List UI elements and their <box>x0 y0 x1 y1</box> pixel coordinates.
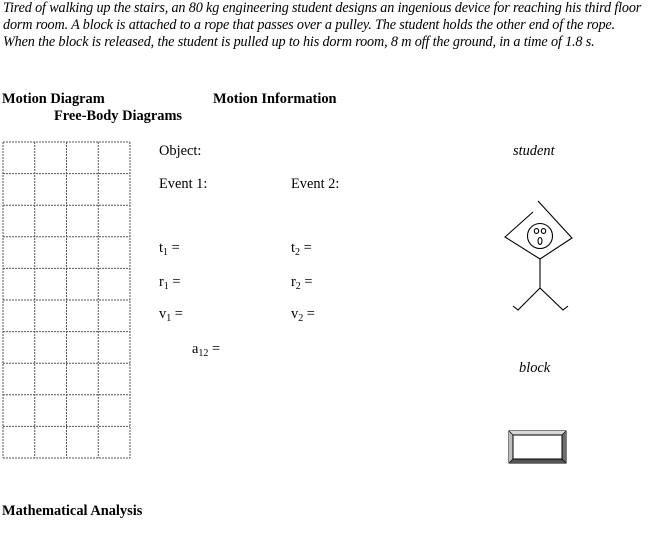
v2-sub: 2 <box>298 313 304 324</box>
r1-var: r <box>159 274 164 290</box>
a12-sub: 12 <box>198 348 209 359</box>
r1-sub: 1 <box>163 281 169 292</box>
block-bevel-left <box>509 431 513 463</box>
block-bevel-right <box>562 431 566 463</box>
r1-eq: = <box>168 274 181 290</box>
t2-var: t <box>291 240 295 256</box>
a12-var: a <box>192 341 199 357</box>
block-label: block <box>519 360 551 376</box>
problem-statement: Tired of walking up the stairs, an 80 kg engineering student designs an ingenious device for reaching his third floor dorm room. A block is attached to a rope that passes over a pulley. The student holds the other end of the rope. When the block is released, the student is pulled up to his dorm room, 8 m off the ground, in a time of 1.8 s. <box>3 0 642 50</box>
event2-label: Event 2: <box>291 176 340 192</box>
v1-var: v <box>159 306 167 322</box>
v2-var: v <box>291 306 299 322</box>
r2-eq: = <box>300 274 313 290</box>
a12-eq: = <box>208 341 221 357</box>
v2-eq: = <box>303 306 315 322</box>
block-bevel-bottom <box>509 459 566 463</box>
object-label: Object: <box>159 143 202 159</box>
student-label: student <box>513 143 555 159</box>
v1-sub: 1 <box>166 313 172 324</box>
r2-var: r <box>291 274 296 290</box>
block-group <box>509 431 566 463</box>
r2-sub: 2 <box>295 281 301 292</box>
event1-label: Event 1: <box>159 176 208 192</box>
block-bevel-top <box>509 431 566 435</box>
t1-var: t <box>159 240 163 256</box>
t2-eq: = <box>300 240 312 256</box>
block-inner <box>513 435 562 459</box>
mathematical-analysis-heading: Mathematical Analysis <box>2 503 143 519</box>
free-body-diagrams-heading: Free-Body Diagrams <box>54 108 183 124</box>
v1-eq: = <box>171 306 183 322</box>
motion-diagram-heading: Motion Diagram <box>2 91 105 107</box>
t2-sub: 2 <box>295 247 300 258</box>
motion-information-heading: Motion Information <box>213 91 337 107</box>
t1-sub: 1 <box>163 247 168 258</box>
t1-eq: = <box>168 240 180 256</box>
